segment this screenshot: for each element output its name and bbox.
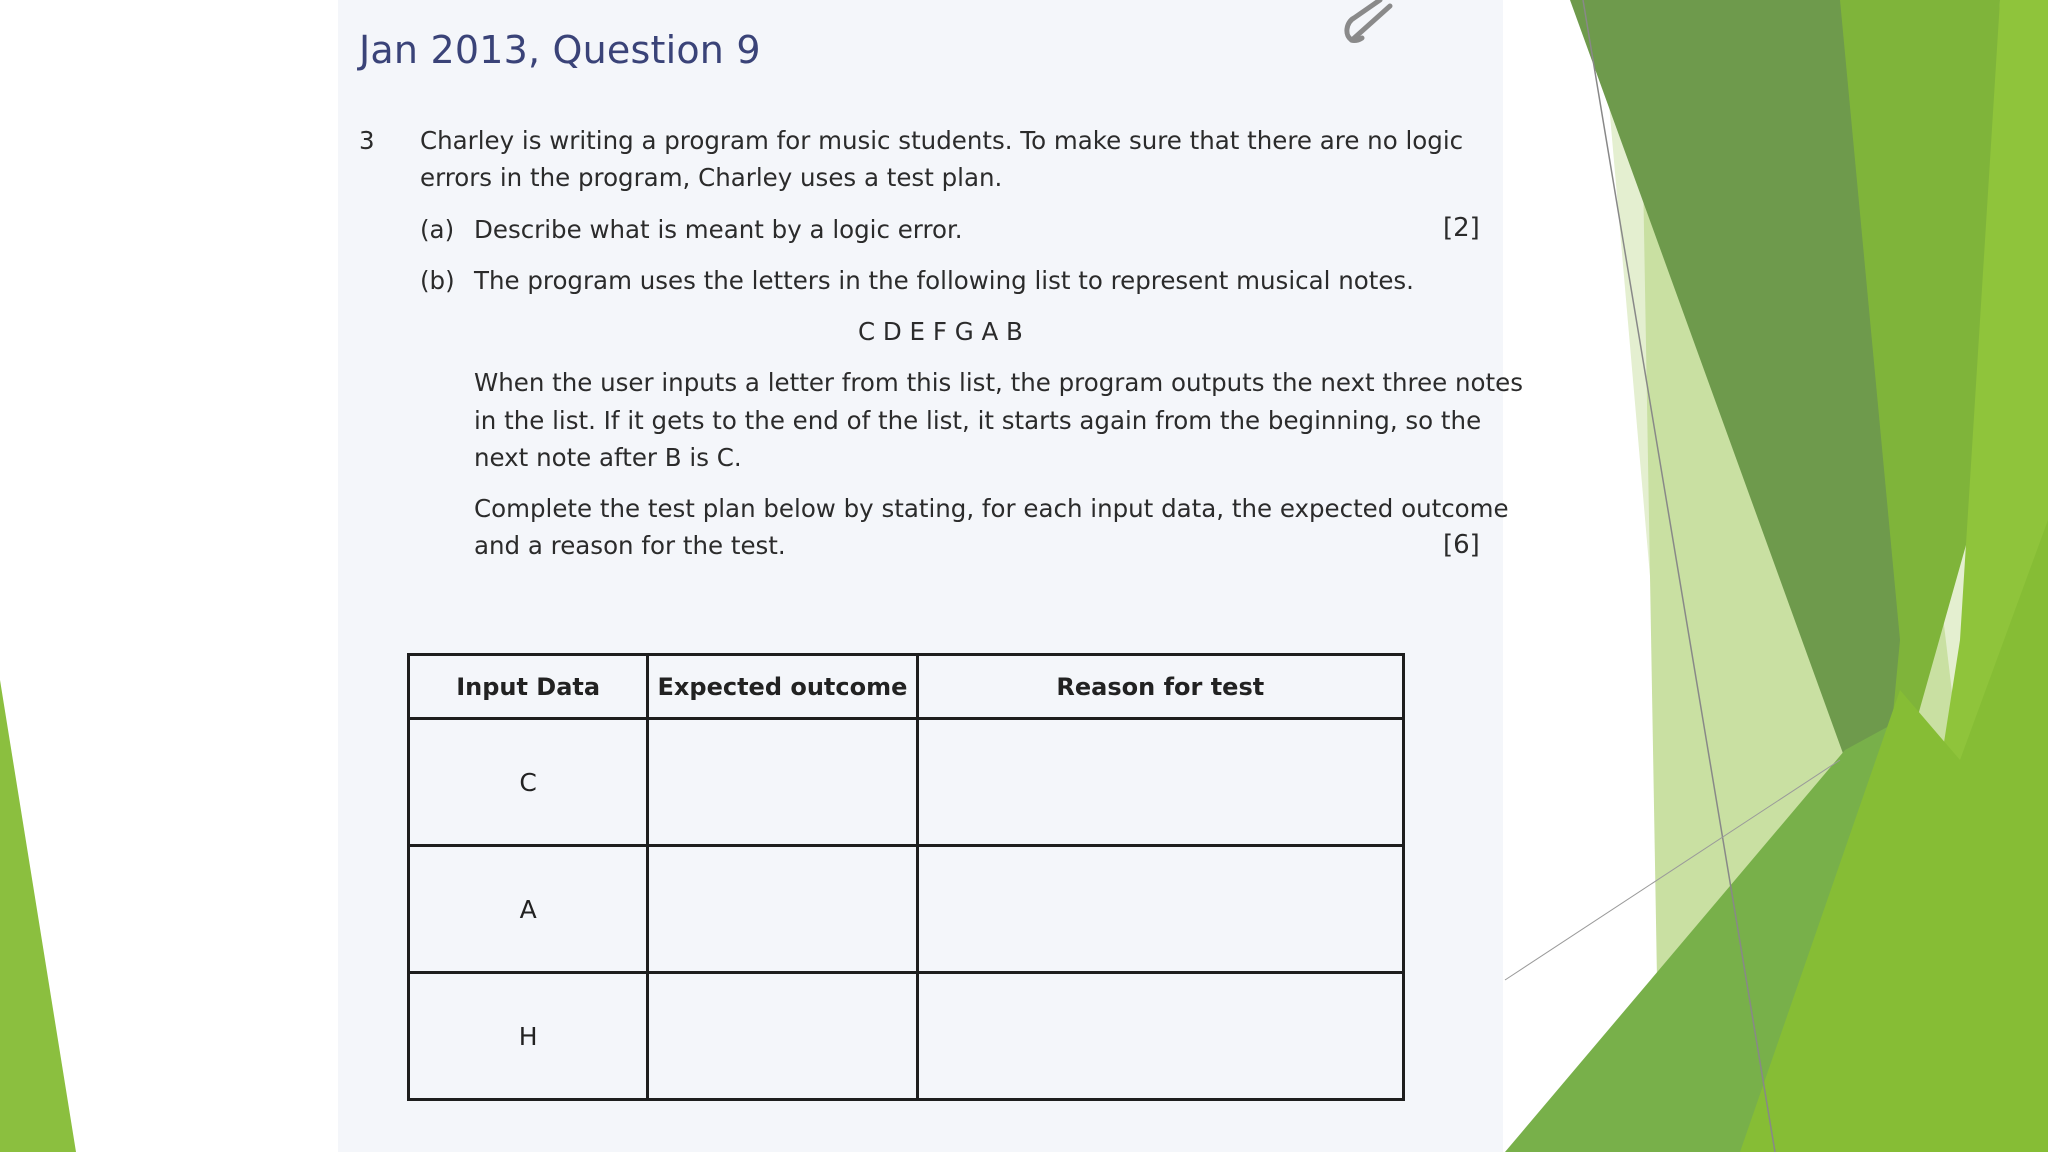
table-header-row: [409, 655, 1404, 719]
expected-cell: [648, 846, 917, 973]
part-b-text: The program uses the letters in the following list to represent musical notes.: [474, 266, 1414, 295]
input-cell: H: [409, 973, 648, 1100]
question-intro-line-1: Charley is writing a program for music students. To make sure that there are no logic: [420, 126, 1464, 155]
expected-cell: [648, 719, 917, 846]
description-line-2: in the list. If it gets to the end of the list, it starts again from the beginning, so the: [474, 406, 1482, 435]
part-a-marks: [2]: [1443, 213, 1480, 243]
reason-cell: [917, 719, 1403, 846]
description-line-1: When the user inputs a letter from this list, the program outputs the next three notes: [474, 368, 1523, 397]
table-row: [409, 719, 1404, 846]
instruction-line-2: and a reason for the test.: [474, 531, 786, 560]
paperclip-icon: [1340, 0, 1420, 48]
table-row: [409, 846, 1404, 973]
page-title: Jan 2013, Question 9: [359, 28, 761, 72]
input-cell: C: [409, 719, 648, 846]
test-plan-table: [407, 653, 1405, 1101]
header-input-data: Input Data: [409, 655, 648, 719]
part-a-text: Describe what is meant by a logic error.: [474, 215, 963, 244]
input-cell: A: [409, 846, 648, 973]
header-reason-for-test: Reason for test: [917, 655, 1403, 719]
header-expected-outcome: Expected outcome: [648, 655, 917, 719]
expected-cell: [648, 973, 917, 1100]
part-a-label: (a): [420, 215, 455, 244]
question-number: 3: [359, 126, 375, 155]
left-green-facet: [0, 680, 76, 1152]
part-b-marks: [6]: [1443, 530, 1480, 560]
reason-cell: [917, 846, 1403, 973]
description-line-3: next note after B is C.: [474, 443, 742, 472]
part-b-label: (b): [420, 266, 455, 295]
table-row: [409, 973, 1404, 1100]
reason-cell: [917, 973, 1403, 1100]
instruction-line-1: Complete the test plan below by stating, for each input data, the expected outcome: [474, 494, 1509, 523]
notes-list: C D E F G A B: [858, 317, 1023, 346]
question-intro-line-2: errors in the program, Charley uses a test plan.: [420, 163, 1003, 192]
